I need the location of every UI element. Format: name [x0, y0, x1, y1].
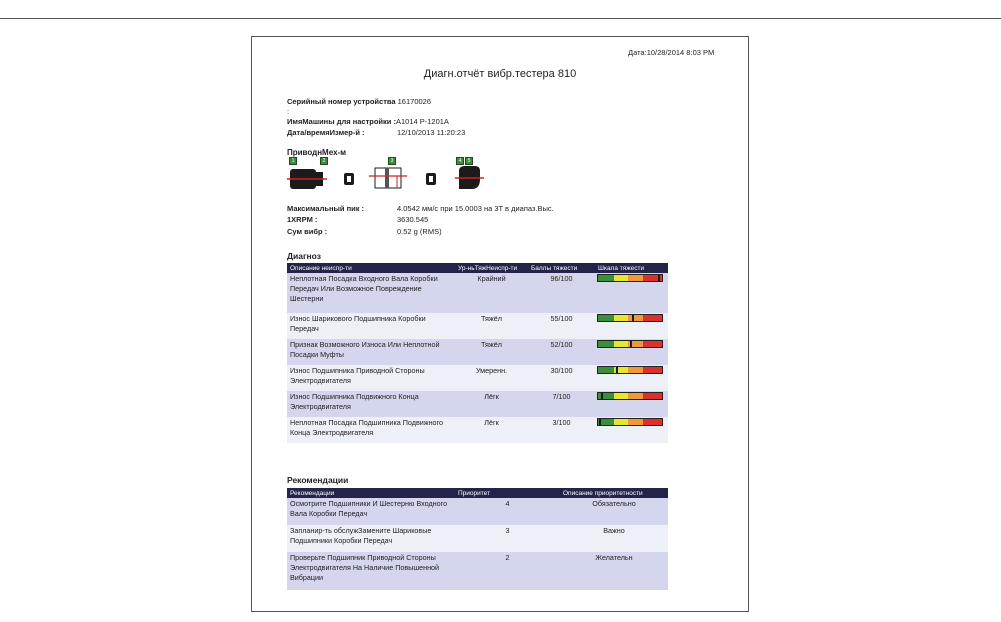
datetime-value: 12/10/2013 11:20:23: [397, 128, 466, 137]
severity-segment: [598, 367, 614, 373]
severity-segment: [614, 341, 628, 347]
drive-tag-4: 4: [456, 157, 464, 165]
priority-description: Важно: [560, 525, 668, 552]
priority-value: 3: [455, 525, 560, 552]
coupling-icon: [344, 173, 354, 185]
severity-segment: [643, 315, 662, 321]
diagnosis-row: [287, 417, 668, 443]
drive-tag-2: 2: [320, 157, 328, 165]
severity-score: 55/100: [528, 313, 595, 339]
diagnosis-header-row: [287, 263, 668, 273]
machine-label: ИмяМашины для настройки :: [287, 117, 396, 126]
recommendation-row: [287, 525, 668, 552]
priority-description: Желательн: [560, 552, 668, 590]
severity-scale-cell: [595, 391, 668, 417]
fault-description: Износ Подшипника Подвижного Конца Электродвигателя: [287, 391, 455, 417]
severity-scale-bar: [597, 418, 663, 426]
severity-level: Лёгк: [455, 391, 528, 417]
column-header: Рекомендации: [287, 488, 455, 498]
machine-row: [287, 117, 449, 126]
overall-vibration-label: Сум вибр :: [287, 227, 328, 236]
rpm-value: 3630.545: [397, 215, 429, 224]
severity-scale-bar: [597, 274, 663, 282]
rpm-label: 1XRPM :: [287, 215, 318, 224]
severity-segment: [614, 275, 628, 281]
severity-level: Тяжёл: [455, 339, 528, 365]
severity-marker: [599, 419, 601, 425]
diagnosis-row: [287, 339, 668, 365]
severity-scale-cell: [595, 273, 668, 313]
max-peak-value: 4.0542 мм/с при 15.0003 на 3T в диапаз.Выс.: [397, 204, 554, 213]
severity-scale-bar: [597, 340, 663, 348]
severity-marker: [630, 341, 632, 347]
report-date: Дата:10/28/2014 8:03 PM: [628, 48, 715, 57]
severity-segment: [598, 275, 614, 281]
drive-train-diagram: [287, 157, 497, 195]
priority-value: 4: [455, 498, 560, 525]
column-header: Приоритет: [455, 488, 560, 498]
severity-marker: [601, 393, 603, 399]
drive-train-label: ПриводнМех-м: [287, 148, 347, 157]
recommendation-row: [287, 498, 668, 525]
column-header: Описание приоритетности: [560, 488, 668, 498]
severity-segment: [598, 341, 614, 347]
pump-icon: [455, 166, 484, 189]
column-header: Баллы тяжести: [528, 263, 595, 273]
drive-tag-5: 5: [465, 157, 473, 165]
diagnosis-row: [287, 391, 668, 417]
severity-segment: [614, 315, 628, 321]
recommendations-header-row: [287, 488, 668, 498]
motor-icon: [287, 169, 327, 189]
severity-scale-cell: [595, 313, 668, 339]
severity-segment: [643, 393, 662, 399]
severity-scale-cell: [595, 339, 668, 365]
report-title: Диагн.отчёт вибр.тестера 810: [423, 68, 577, 80]
column-header: Описание неиспр-ти: [287, 263, 455, 273]
severity-score: 52/100: [528, 339, 595, 365]
recommendation-row: [287, 552, 668, 590]
gearbox-icon: [369, 168, 407, 188]
fault-description: Неплотная Посадка Входного Вала Коробки Передач Или Возможное Повреждение Шестерни: [287, 273, 455, 313]
severity-segment: [628, 315, 643, 321]
column-header: Ур-ньТяжНеиспр-ти: [455, 263, 528, 273]
diagnosis-table: [287, 263, 668, 443]
fault-description: Неплотная Посадка Подшипника Подвижного Конца Электродвигателя: [287, 417, 455, 443]
severity-segment: [643, 367, 662, 373]
severity-segment: [628, 419, 643, 425]
coupling-icon: [426, 173, 436, 185]
severity-marker: [616, 367, 618, 373]
severity-segment: [643, 341, 662, 347]
severity-segment: [628, 393, 643, 399]
serial-label: Серийный номер устройства: [287, 97, 396, 106]
fault-description: Признак Возможного Износа Или Неплотной Посадки Муфты: [287, 339, 455, 365]
severity-scale-bar: [597, 314, 663, 322]
recommendations-table: [287, 488, 668, 590]
machine-value: A1014 P-1201A: [395, 117, 449, 126]
severity-segment: [628, 275, 643, 281]
diagnosis-row: [287, 365, 668, 391]
serial-row: [287, 97, 431, 106]
max-peak-label: Максимальный пик :: [287, 204, 365, 213]
severity-score: 96/100: [528, 273, 595, 313]
datetime-label: Дата/времяИзмер-й :: [287, 128, 365, 137]
diagnosis-heading: Диагноз: [287, 251, 321, 261]
recommendation-text: Запланир-ть обслужЗамените Шариковые Подшипники Коробки Передач: [287, 525, 455, 552]
severity-level: Лёгк: [455, 417, 528, 443]
fault-description: Износ Подшипника Приводной Стороны Электродвигателя: [287, 365, 455, 391]
severity-scale-cell: [595, 365, 668, 391]
window-top-border: [0, 18, 1001, 19]
severity-level: Крайний: [455, 273, 528, 313]
severity-segment: [598, 393, 614, 399]
priority-value: 2: [455, 552, 560, 590]
drive-tag-1: 1: [289, 157, 297, 165]
serial-value: 16170026: [397, 97, 432, 106]
severity-scale-bar: [597, 392, 663, 400]
severity-level: Тяжёл: [455, 313, 528, 339]
severity-segment: [614, 419, 628, 425]
serial-colon: :: [287, 107, 290, 116]
diagnosis-row: [287, 273, 668, 313]
overall-vibration-value: 0.52 g (RMS): [397, 227, 442, 236]
severity-level: Умеренн.: [455, 365, 528, 391]
column-header: Шкала тяжести: [595, 263, 668, 273]
severity-marker: [658, 275, 660, 281]
severity-scale-bar: [597, 366, 663, 374]
severity-score: 30/100: [528, 365, 595, 391]
severity-score: 7/100: [528, 391, 595, 417]
fault-description: Износ Шарикового Подшипника Коробки Передач: [287, 313, 455, 339]
drive-tag-3: 3: [388, 157, 396, 165]
severity-segment: [614, 393, 628, 399]
severity-segment: [643, 419, 662, 425]
diagnosis-row: [287, 313, 668, 339]
severity-segment: [598, 315, 614, 321]
severity-score: 3/100: [528, 417, 595, 443]
priority-description: Обязательно: [560, 498, 668, 525]
report-page: [251, 36, 749, 612]
severity-segment: [628, 367, 643, 373]
recommendation-text: Осмотрите Подшипники И Шестерню Входного Вала Коробки Передач: [287, 498, 455, 525]
recommendation-text: Проверьте Подшипник Приводной Стороны Электродвигателя На Наличие Повышенной Вибрации: [287, 552, 455, 590]
drive-train-icons: [287, 157, 497, 195]
severity-marker: [632, 315, 634, 321]
recommendations-heading: Рекомендации: [287, 475, 349, 485]
severity-scale-cell: [595, 417, 668, 443]
